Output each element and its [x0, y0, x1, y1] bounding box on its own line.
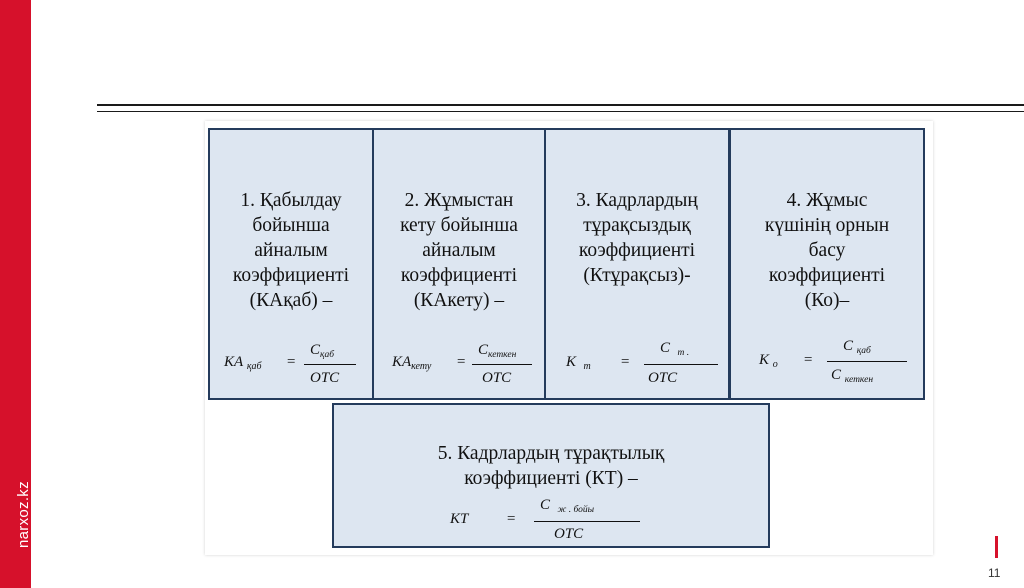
- coefficient-box-3: 3. Кадрлардың тұрақсыздық коэффициенті (Ктұрақсыз)- К $_т$ = С $_{т .}$ ОТС: [544, 128, 730, 400]
- brand-label: narxoz.kz: [15, 481, 32, 548]
- title-rule: [97, 104, 1024, 106]
- coefficient-box-2: 2. Жұмыстан кету бойынша айналым коэффициенті (КАкету) – $КА_{кету}$ = $С_{кеткен}$ ОТС: [372, 128, 546, 400]
- box-title: 4. Жұмыс күшінің орнын басу коэффициенті (Ко)–: [764, 190, 890, 311]
- box-title: 1. Қабылдау бойынша айналым коэффициенті (КАқаб) –: [232, 190, 350, 311]
- coefficient-box-4: 4. Жұмыс күшінің орнын басу коэффициенті (Ко)– К $_о$ = С $_{қаб}$ С $_{кеткен}$: [729, 128, 925, 400]
- box-title: 3. Кадрлардың тұрақсыздық коэффициенті (Ктұрақсыз)-: [576, 190, 698, 286]
- coefficient-box-5: 5. Кадрлардың тұрақтылық коэффициенті (КТ) – КТ = С $_{ж . бойы}$ ОТС: [332, 403, 770, 548]
- page-number: 11: [988, 566, 1001, 580]
- box-title: 5. Кадрлардың тұрақтылық коэффициенті (КТ) –: [437, 443, 665, 489]
- title-rule-thin: [97, 111, 1024, 112]
- page-indicator-bar: [995, 536, 998, 558]
- coefficient-box-1: 1. Қабылдау бойынша айналым коэффициенті (КАқаб) – КА $_{қаб}$ = $С_{қаб}$ ОТС: [208, 128, 374, 400]
- brand-sidebar: [0, 0, 31, 588]
- box-title: 2. Жұмыстан кету бойынша айналым коэффициенті (КАкету) –: [400, 190, 518, 311]
